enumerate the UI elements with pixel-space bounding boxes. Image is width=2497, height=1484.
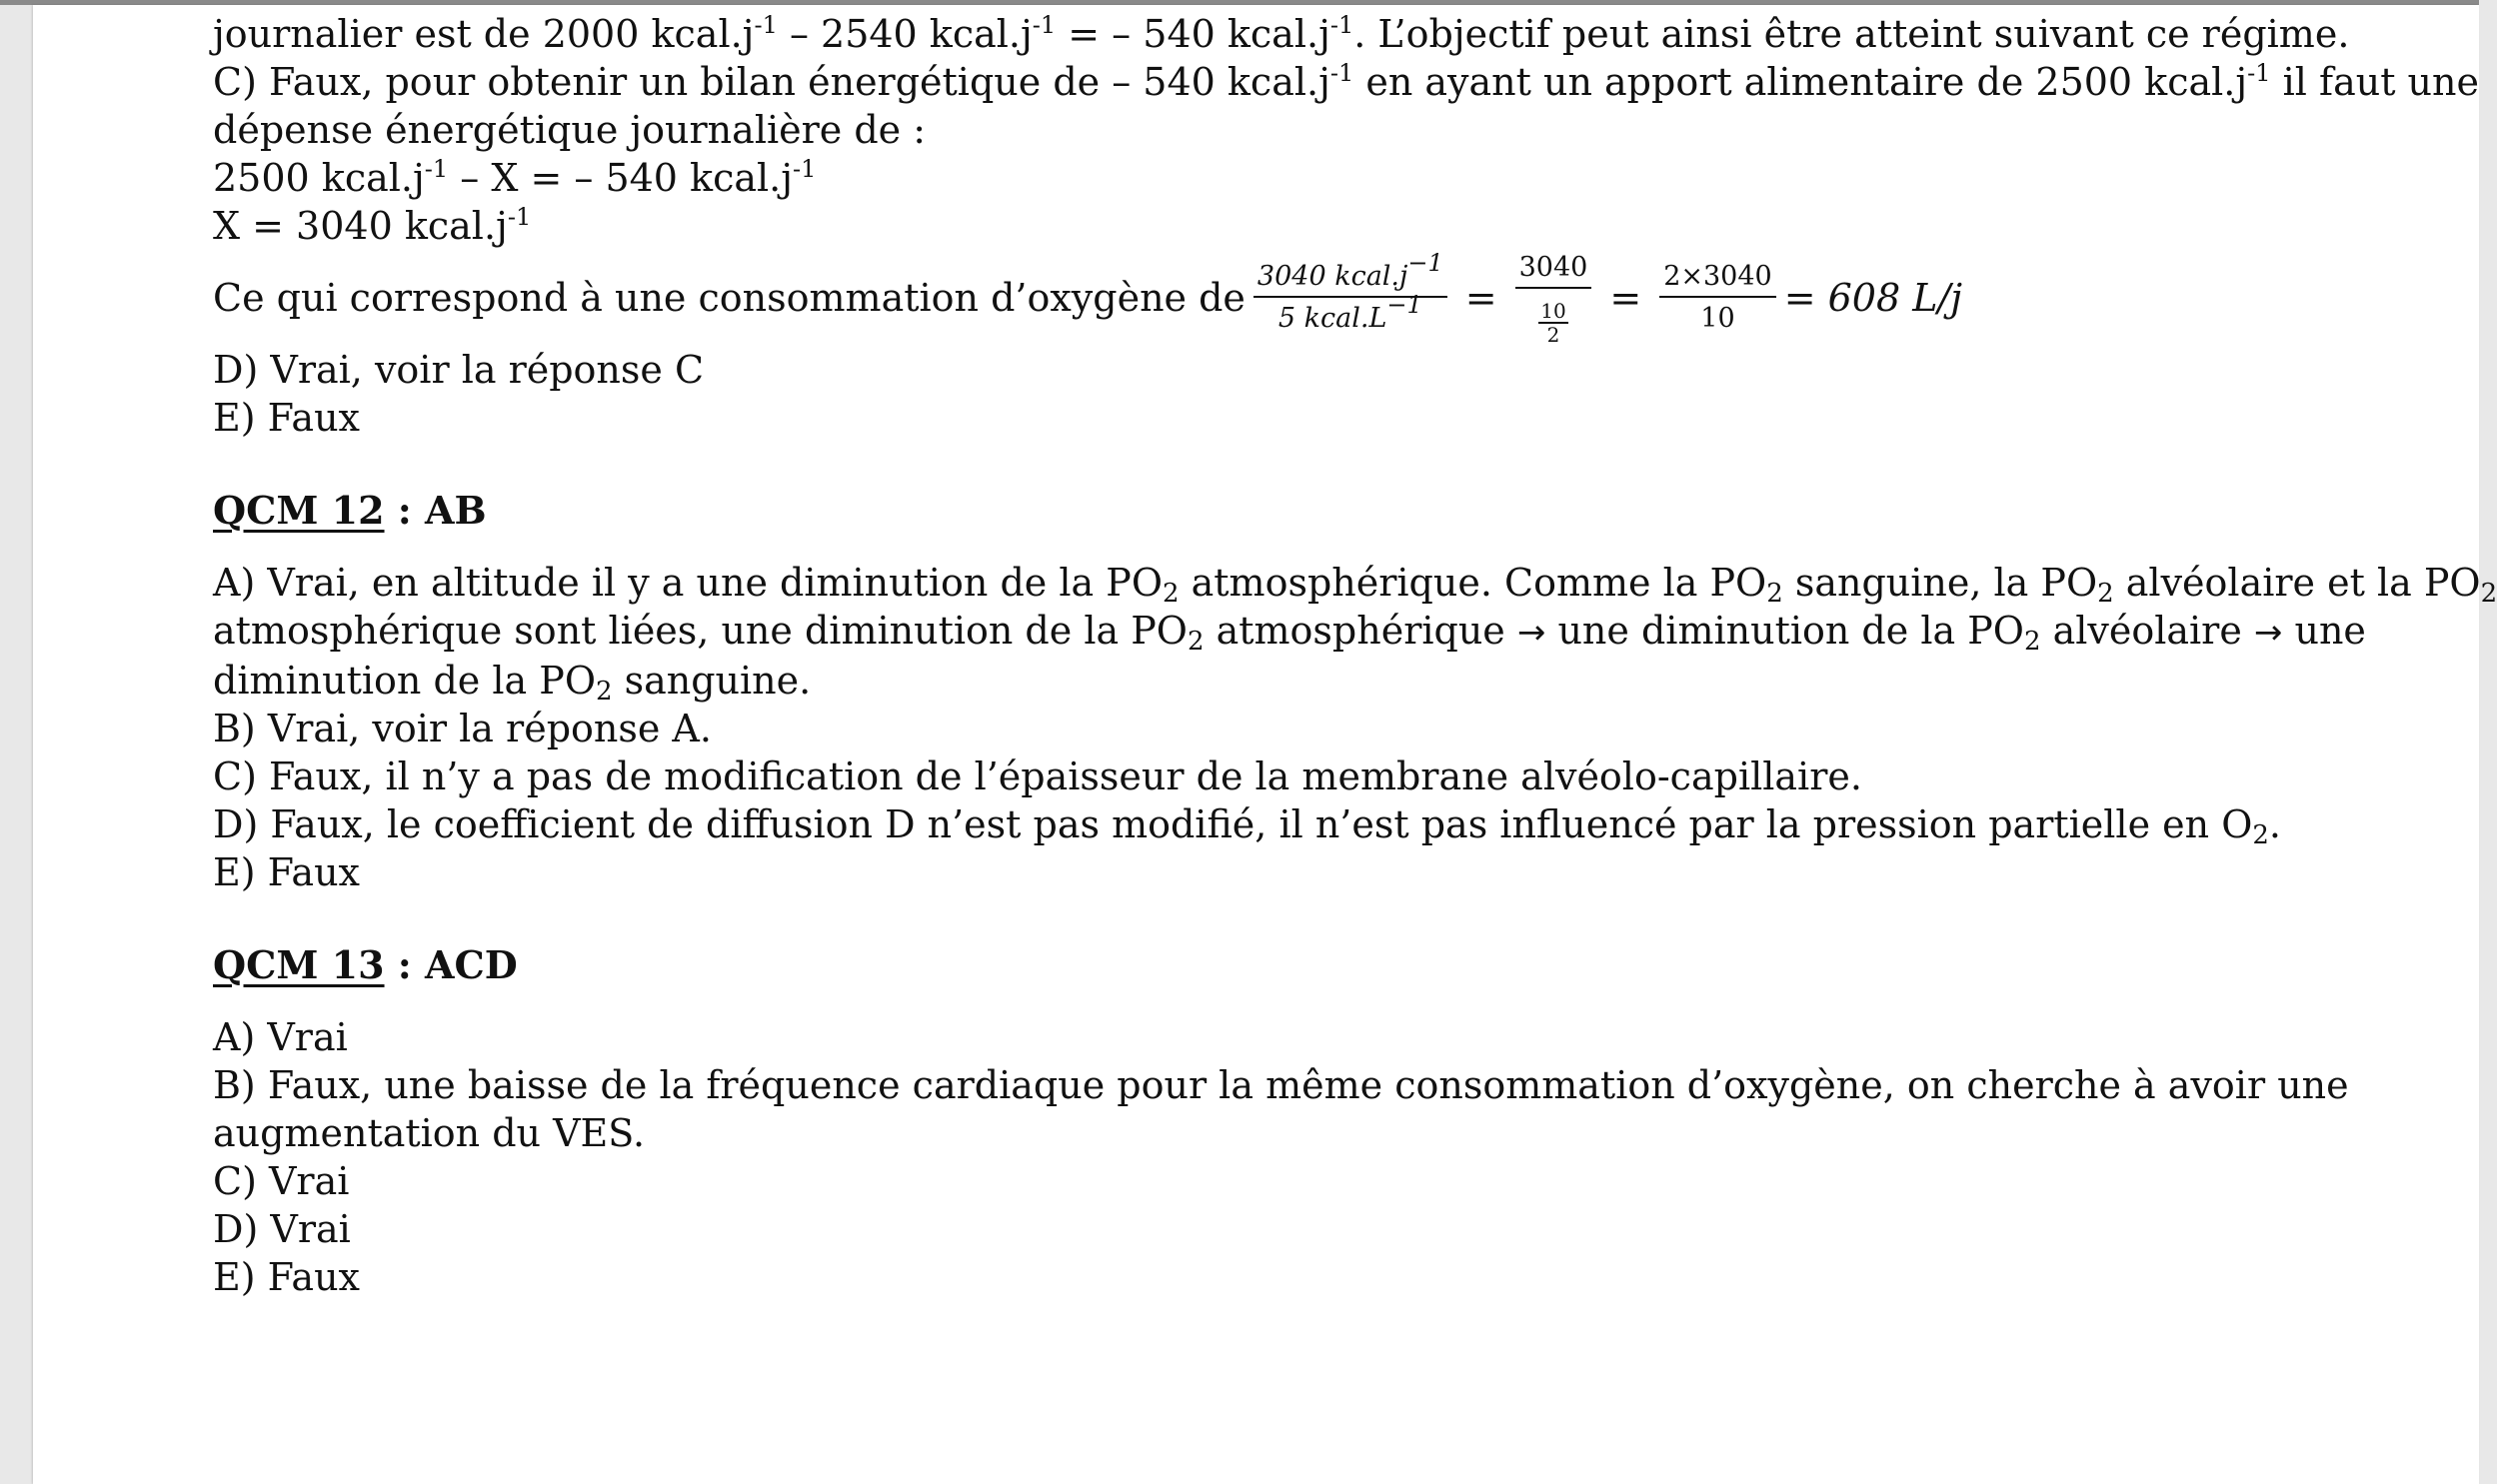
fraction-3040-over-half: $\frac{3040}{\frac{10}{2}}$ [1515, 251, 1592, 346]
equals-sign-2: = [1609, 276, 1642, 320]
document-page[interactable] [33, 5, 2497, 1484]
qcm12-answer-c: C) Faux, il n’y a pas de modification de l’épaisseur de la membrane alvéolo-capillaire. [213, 754, 1862, 798]
qcm12-answer-e: E) Faux [213, 850, 360, 894]
fraction-energy-over-equivalent: $\frac{3040 kcal.j^{-1}}{5 kcal.L^{-1}}$ [1253, 260, 1447, 336]
qcm12-answer-a-line-2: atmosphérique sont liées, une diminution de la $PO_2$ atmosphérique → une diminution de la $PO_2$ alvéolaire → une [213, 609, 2366, 657]
oxygen-formula [1246, 251, 1962, 346]
qcm12-answer-d: D) Faux, le coefficient de diffusion D n’est pas modifié, il n’est pas influencé par la pression partielle en $O_2$. [213, 802, 2281, 850]
qcm13-answer-a: A) Vrai [213, 1015, 348, 1059]
nested-fraction: $\frac{10}{2}$ [1540, 298, 1566, 347]
oxygen-formula-line [213, 250, 2432, 346]
equation-line-2: X = 3040 $kcal.j^{-1}$ [213, 203, 532, 248]
answer-e: E) Faux [213, 396, 360, 440]
formula-result: = 608 L/j [1783, 276, 1963, 320]
qcm13-answer-d: D) Vrai [213, 1207, 351, 1251]
equals-sign-1: = [1464, 276, 1497, 320]
qcm13-answer-b-line-1: B) Faux, une baisse de la fréquence cardiaque pour la même consommation d’oxygène, on cherche à avoir une [213, 1063, 2349, 1107]
fraction-double: $\frac{2\times 3040}{10}$ [1659, 260, 1776, 336]
qcm12-heading: QCM 12 : AB [213, 488, 487, 533]
right-arrow-icon: → [1516, 613, 1546, 653]
oxygen-text: Ce qui correspond à une consommation d’oxygène de [213, 276, 1246, 320]
qcm12-answer-b: B) Vrai, voir la réponse A. [213, 707, 712, 750]
document-content [213, 5, 2497, 1301]
equation-line-1: 2500 $kcal.j^{-1}$ – X = – 540 $kcal.j^{-1}$ [213, 155, 817, 200]
answer-c-line-1: C) Faux, pour obtenir un bilan énergétique de – 540 $kcal.j^{-1}$ en ayant un apport alimentaire de 2500 $kcal.j^{-1}$ il faut une [213, 59, 2479, 104]
qcm13-answer-b-line-2: augmentation du VES. [213, 1111, 646, 1155]
qcm13-heading: QCM 13 : ACD [213, 942, 518, 987]
qcm12-answer-a-line-3: diminution de la $PO_2$ sanguine. [213, 659, 812, 707]
answer-d: D) Vrai, voir la réponse C [213, 348, 705, 392]
qcm13-answer-e: E) Faux [213, 1255, 360, 1299]
text-line-journalier: journalier est de 2000 $kcal.j^{-1} - 2540$ $kcal.j^{-1}$ = – 540 $kcal.j^{-1}$. L’objectif peut ainsi être atteint suivant ce régime. [213, 11, 2350, 56]
qcm12-answer-a-line-1: A) Vrai, en altitude il y a une diminution de la $PO_2$ atmosphérique. Comme la $PO_2$ sanguine, la $PO_2$ alvéolaire et la $PO_2$ [213, 561, 2497, 609]
right-arrow-icon: → [2253, 613, 2283, 653]
answer-c-line-2: dépense énergétique journalière de : [213, 108, 927, 152]
qcm13-answer-c: C) Vrai [213, 1159, 350, 1203]
